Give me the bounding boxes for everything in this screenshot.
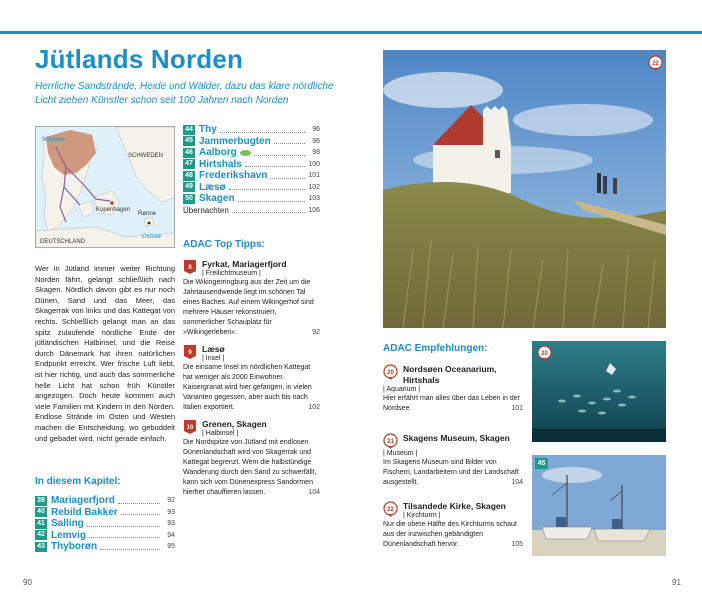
aquarium-photo	[532, 341, 666, 442]
empfehlung-marker-icon	[383, 501, 398, 518]
top-tipp[interactable]	[183, 344, 320, 413]
toc-name: Thy	[199, 124, 217, 136]
empfehlung-number: 21	[387, 439, 394, 445]
toc-number: 47	[183, 159, 195, 169]
empfehlung-page: 105	[511, 541, 523, 548]
chapter-page: 93	[167, 520, 175, 528]
chapter-toc	[183, 124, 320, 216]
family-tip-icon	[240, 150, 251, 156]
map-label-deutschland: DEUTSCHLAND	[40, 239, 86, 245]
aquarium-marker-icon	[537, 345, 552, 362]
leader-dots	[274, 138, 305, 144]
toc-page: 106	[308, 206, 320, 214]
leader-dots	[254, 150, 305, 156]
top-tipps-heading: ADAC Top Tipps:	[183, 239, 265, 250]
intro-text: Wer in Jütland immer weiter Richtung Norden fährt, gelangt schließlich nach Skagen. Nördlich davon gibt es nur noch Dünen, Sand und das Meer, das Skagerrak von links und das Kattegat von rechts. Schließlich gelangt man an das spitz zulaufende nördliche Ende der jütländischen Halbinsel, und die Reise durch Dänemark hat ihren natürlichen Endpunkt erreicht. Wer frische Luft liebt, ist hier richtig, und auch das sommerliche helle Licht hat schon früh Künstler angezogen. Doch heute kommen auch viele Familien mit Kindern in den Norden. Endlose Strände im Osten und Westen machen die Entscheidung, wo gebuddelt und gebadet wird, nicht gerade einfach.	[35, 264, 175, 443]
empfehlung-category: | Aquarium |	[383, 386, 421, 393]
map-label-kopenhagen: Kopenhagen	[96, 207, 131, 213]
leader-dots	[245, 161, 305, 167]
toc-number: 45	[183, 136, 195, 146]
leader-dots	[232, 207, 305, 213]
tip-marker-icon	[183, 259, 197, 275]
toc-page: 96	[312, 137, 320, 145]
page-title: Jütlands Norden	[35, 44, 244, 74]
page-subtitle: Herrliche Sandstrände, Heide und Wälder, dazu das klare nördliche Licht ziehen Künstler schon seit 100 Jahren nach Norden	[35, 81, 334, 106]
chapter-number: 42	[35, 530, 47, 540]
toc-name: Frederikshavn	[199, 170, 268, 182]
toc-page: 100	[308, 160, 320, 168]
empfehlung-title: Skagens Museum, Skagen	[403, 433, 510, 443]
aquarium-marker-number: 20	[541, 351, 548, 357]
leader-dots	[238, 196, 305, 202]
chapter-name: Mariagerfjord	[51, 495, 115, 507]
chapter-name: Lemvig	[51, 529, 87, 541]
chapter-page: 93	[167, 508, 175, 516]
empfehlung-text: Hier erfährt man alles über das Leben in der Nordsee	[383, 395, 520, 412]
harbor-badge: 45	[535, 458, 548, 469]
toc-page: 98	[312, 149, 320, 157]
tip-text: Die einsame Insel im nördlichen Kattegat hat weniger als 2000 Einwohner. Kaisergranat wird hier gefangen, in vielen Varianten gegessen, aber auch bis nach Italien exportiert.	[183, 364, 312, 411]
tip-title: Fyrkat, Mariagerfjord	[202, 259, 287, 269]
empfehlung-category: | Kirchturm |	[403, 512, 441, 519]
tip-category: | Halbinsel |	[202, 430, 239, 437]
tip-text: Die Wikingerringburg aus der Zeit um die Jahrtausendwende liegt im schönen Tal eines Baches. Auf einem Wikingerhof sind mehrere Häuser rekonstruiert, sommerlicher Schauplatz für »Wikingerleben«.	[183, 279, 314, 336]
chapter-item[interactable]	[35, 495, 175, 507]
chapter-item[interactable]	[35, 541, 175, 553]
tip-page: 92	[312, 329, 320, 336]
toc-number: 46	[183, 148, 195, 158]
chapter-heading: In diesem Kapitel:	[35, 476, 121, 487]
empfehlung-text: Im Skagens Museum sind Bilder von Fischern, Landarbeitern und der Landschaft ausgestellt.	[383, 459, 519, 486]
chapter-name: Thyborøn	[51, 541, 98, 553]
tip-number: 10	[186, 425, 194, 431]
empfehlung[interactable]	[383, 364, 523, 414]
leader-dots	[87, 521, 160, 527]
empfehlungen-heading: ADAC Empfehlungen:	[383, 343, 488, 354]
leader-dots	[89, 532, 160, 538]
toc-item[interactable]	[183, 147, 320, 159]
chapter-page: 95	[167, 543, 175, 551]
top-rule	[0, 31, 702, 34]
map-label-ronne: Rønne	[138, 211, 157, 217]
tip-category: | Freilichtmuseum |	[202, 270, 261, 277]
leader-dots	[118, 498, 160, 504]
tip-marker-icon	[183, 419, 197, 435]
aquarium-image	[532, 341, 666, 442]
chapter-number: 40	[35, 507, 47, 517]
chapter-number: 41	[35, 519, 47, 529]
photo-marker-icon	[648, 55, 663, 72]
leader-dots	[220, 127, 305, 133]
toc-number: 44	[183, 125, 195, 135]
tip-number: 8	[188, 265, 192, 271]
left-page-number: 90	[23, 578, 32, 587]
toc-number: 49	[183, 182, 195, 192]
chapter-item[interactable]	[35, 530, 175, 542]
tip-title: Grenen, Skagen	[202, 419, 267, 429]
map-label-ostsee: Ostsee	[142, 234, 162, 240]
top-tipp[interactable]	[183, 419, 320, 498]
toc-name: Übernachten	[183, 205, 229, 215]
toc-page: 103	[308, 195, 320, 203]
leader-dots	[270, 173, 305, 179]
toc-item[interactable]	[183, 205, 320, 217]
toc-name: Jammerbugten	[199, 135, 271, 147]
toc-page: 96	[312, 126, 320, 134]
chapter-page: 92	[167, 497, 175, 505]
chapter-item[interactable]	[35, 507, 175, 519]
toc-number: 48	[183, 171, 195, 181]
church-dune-image	[383, 50, 666, 328]
top-tipp[interactable]	[183, 259, 320, 338]
empfehlung-page: 104	[511, 479, 523, 486]
empfehlung[interactable]	[383, 433, 523, 488]
tip-category: | Insel |	[202, 355, 225, 362]
toc-name: Læsø	[199, 181, 226, 193]
empfehlung-title: Tilsandede Kirke, Skagen	[403, 501, 506, 511]
empfehlung-text: Nur die obere Hälfte des Kirchturms schaut aus der inzwischen gebändigten Dünenlandschaft hervor.	[383, 521, 517, 548]
empfehlung-number: 20	[387, 370, 394, 376]
leader-dots	[229, 184, 305, 190]
chapter-name: Rebild Bakker	[51, 506, 118, 518]
toc-name: Aalborg	[199, 147, 237, 159]
toc-item[interactable]	[183, 170, 320, 182]
harbor-photo	[532, 455, 666, 556]
empfehlung-category: | Museum |	[383, 450, 418, 457]
church-dune-photo	[383, 50, 666, 328]
empfehlung-number: 22	[387, 507, 394, 513]
empfehlung-marker-icon	[383, 433, 398, 450]
region-map	[35, 126, 175, 248]
toc-item[interactable]	[183, 182, 320, 194]
leader-dots	[121, 509, 160, 515]
chapter-page: 94	[167, 531, 175, 539]
empfehlung-title: Nordsøen Oceanarium, Hirtshals	[403, 364, 497, 385]
empfehlung-marker-icon	[383, 364, 398, 381]
tip-page: 102	[308, 404, 320, 411]
toc-item[interactable]	[183, 124, 320, 136]
toc-name: Hirtshals	[199, 158, 242, 170]
toc-number: 50	[183, 194, 195, 204]
tip-title: Læsø	[202, 344, 225, 354]
toc-item[interactable]	[183, 193, 320, 205]
toc-item[interactable]	[183, 136, 320, 148]
empfehlung[interactable]	[383, 501, 523, 550]
right-page-number: 91	[672, 578, 681, 587]
toc-name: Skagen	[199, 193, 235, 205]
top-tipps-list	[183, 259, 320, 504]
tip-marker-icon	[183, 344, 197, 360]
empfehlung-page: 101	[511, 405, 523, 412]
chapter-name: Salling	[51, 518, 84, 530]
chapter-list	[35, 495, 175, 553]
map-label-schweden: SCHWEDEN	[128, 153, 164, 159]
tip-number: 9	[188, 350, 192, 356]
chapter-item[interactable]	[35, 518, 175, 530]
toc-item[interactable]	[183, 159, 320, 171]
map-graphic	[36, 127, 175, 248]
harbor-image	[532, 455, 666, 556]
tip-text: Die Nordspitze von Jütland mit endlosen Dünenlandschaft wird von Skagerrak und Kattegat begrenzt. Wem die halbstündige Wanderung durch den Sand zu schwerfällt, kann sich vom Dünenexpress Sandormen hierher chauffieren lassen.	[183, 439, 317, 496]
chapter-number: 43	[35, 542, 47, 552]
photo-marker-number: 22	[652, 61, 659, 67]
toc-page: 101	[308, 172, 320, 180]
toc-page: 102	[308, 183, 320, 191]
map-label-nordsee: Nordsee	[42, 137, 65, 143]
chapter-number: 39	[35, 496, 47, 506]
leader-dots	[100, 544, 160, 550]
tip-page: 104	[308, 489, 320, 496]
